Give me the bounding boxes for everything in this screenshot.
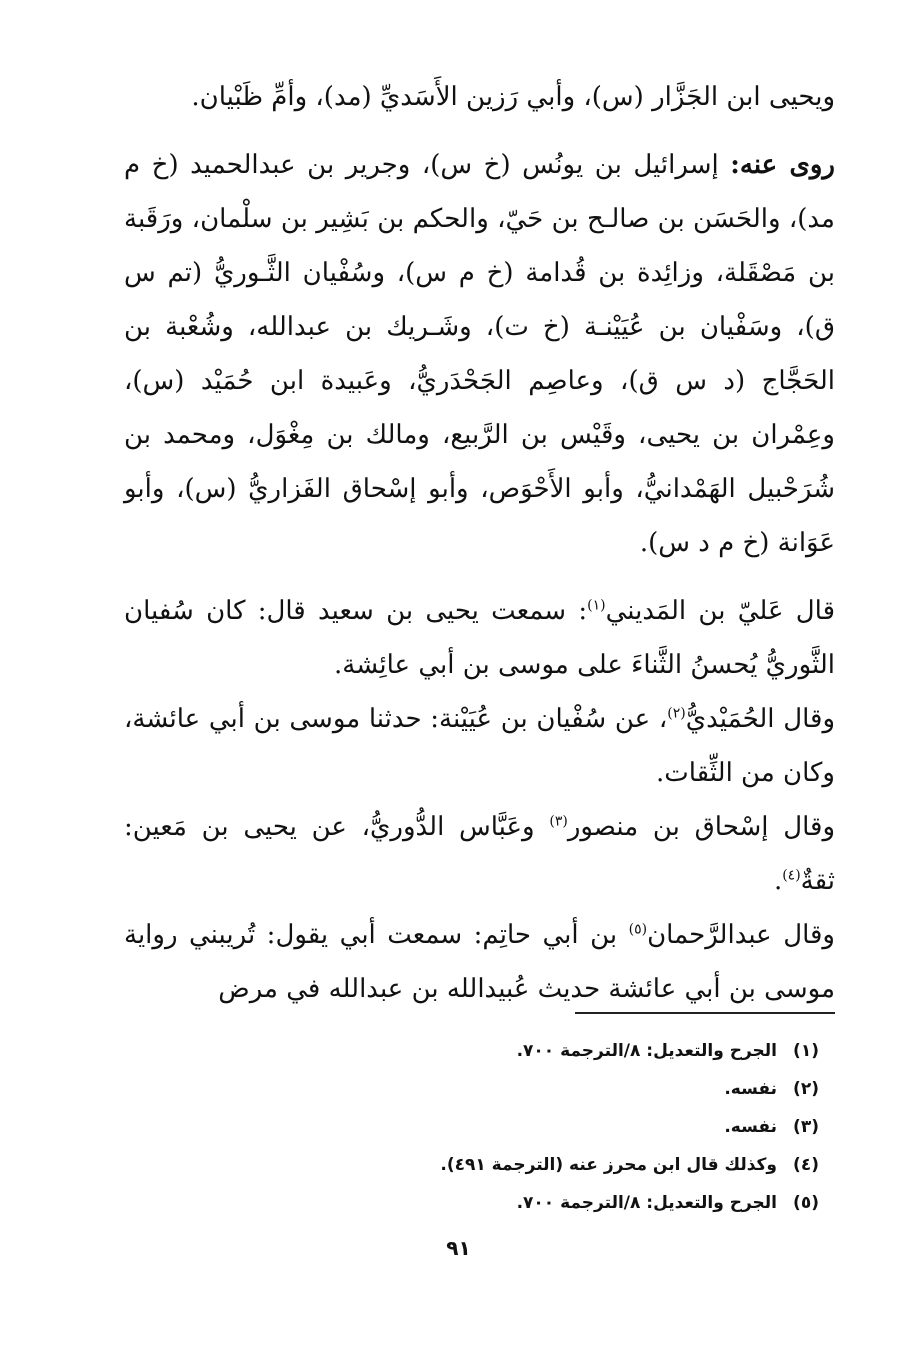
footnote-ref-1[interactable]: (١) — [587, 597, 606, 614]
paragraph-3-text-b: : سمعت يحيى بن سعيد قال: كان سُفيان الثَّوريُّ يُحسنُ الثَّناءَ على موسى بن أبي عائِشة. — [124, 596, 835, 680]
footnote-ref-3[interactable]: (٣) — [549, 813, 568, 830]
paragraph-4-text-b: ، عن سُفْيان بن عُيَيْنة: حدثنا موسى بن أبي عائشة، وكان من الثِّقات. — [124, 704, 835, 788]
narrators-heading: روى عنه: — [730, 150, 835, 180]
footnote-ref-4[interactable]: (٤) — [782, 867, 801, 884]
footnote-text: الجرح والتعديل: ٨/الترجمة ٧٠٠. — [516, 1041, 777, 1061]
paragraph-5-text-b: وعَبَّاس الدُّوريُّ، عن يحيى بن مَعين: ثقةٌ — [124, 812, 835, 896]
footnote-number: (٥) — [793, 1193, 819, 1213]
paragraph-5 — [124, 800, 835, 908]
footnote-item — [124, 1070, 819, 1108]
footnote-text: وكذلك قال ابن محرز عنه (الترجمة ٤٩١). — [440, 1155, 777, 1175]
main-text — [124, 70, 835, 1016]
footnote-ref-2[interactable]: (٢) — [667, 705, 686, 722]
paragraph-6-text-a: وقال عبدالرَّحمان — [647, 920, 835, 950]
footnote-divider — [575, 1012, 835, 1014]
footnote-item — [124, 1032, 819, 1070]
footnote-number: (٣) — [793, 1117, 819, 1137]
footnote-text: الجرح والتعديل: ٨/الترجمة ٧٠٠. — [516, 1193, 777, 1213]
paragraph-2-text: إسرائيل بن يونُس (خ س)، وجرير بن عبدالحميد (خ م مد)، والحَسَن بن صالـح بن حَيّ، والحكم بن بَشِير بن سلْمان، ورَقَبة بن مَصْقَلة، وزائِدة بن قُدامة (خ م س)، وسُفْيان الثَّـوريُّ (تم س ق)، وسَفْيان بن عُيَيْنـة (خ ت)، وشَـريك بن عبدالله، وشُعْبة بن الحَجَّاج (د س ق)، وعاصِم الجَحْدَريُّ، وعَبيدة ابن حُمَيْد (س)، وعِمْران بن يحيى، وقَيْس بن الرَّبيع، ومالك بن مِغْوَل، ومحمد بن شُرَحْبيل الهَمْدانيُّ، وأبو الأَحْوَص، وأبو إسْحاق الفَزاريُّ (س)، وأبو عَوَانة (خ م د س). — [124, 150, 835, 558]
footnote-number: (٢) — [793, 1079, 819, 1099]
footnote-ref-5[interactable]: (٥) — [628, 921, 648, 938]
paragraph-5-text-a: وقال إسْحاق بن منصور — [567, 812, 836, 842]
paragraph-1-text: ويحيى ابن الجَزَّار (س)، وأبي رَزين الأَسَديِّ (مد)، وأمِّ ظَبْيان. — [191, 82, 835, 112]
footnote-item — [124, 1146, 819, 1184]
footnotes — [124, 1032, 819, 1222]
paragraph-2 — [124, 138, 835, 570]
paragraph-6 — [124, 908, 835, 1016]
paragraph-5-text-c: . — [773, 866, 783, 896]
paragraph-6-text-b: بن أبي حاتِم: سمعت أبي يقول: تُريبني رواية موسى بن أبي عائشة حديث عُبيدالله بن عبدالله في مرض — [124, 920, 835, 1004]
footnote-number: (٤) — [793, 1155, 819, 1175]
footnote-text: نفسه. — [724, 1079, 777, 1099]
paragraph-3 — [124, 584, 835, 692]
footnote-number: (١) — [793, 1041, 819, 1061]
footnote-item — [124, 1108, 819, 1146]
paragraph-1 — [124, 70, 835, 124]
paragraph-3-text-a: قال عَليّ بن المَديني — [605, 596, 835, 626]
footnote-item — [124, 1184, 819, 1222]
page-number: ٩١ — [446, 1236, 471, 1260]
footnote-text: نفسه. — [724, 1117, 777, 1137]
paragraph-4-text-a: وقال الحُمَيْديُّ — [685, 704, 835, 734]
paragraph-4 — [124, 692, 835, 800]
